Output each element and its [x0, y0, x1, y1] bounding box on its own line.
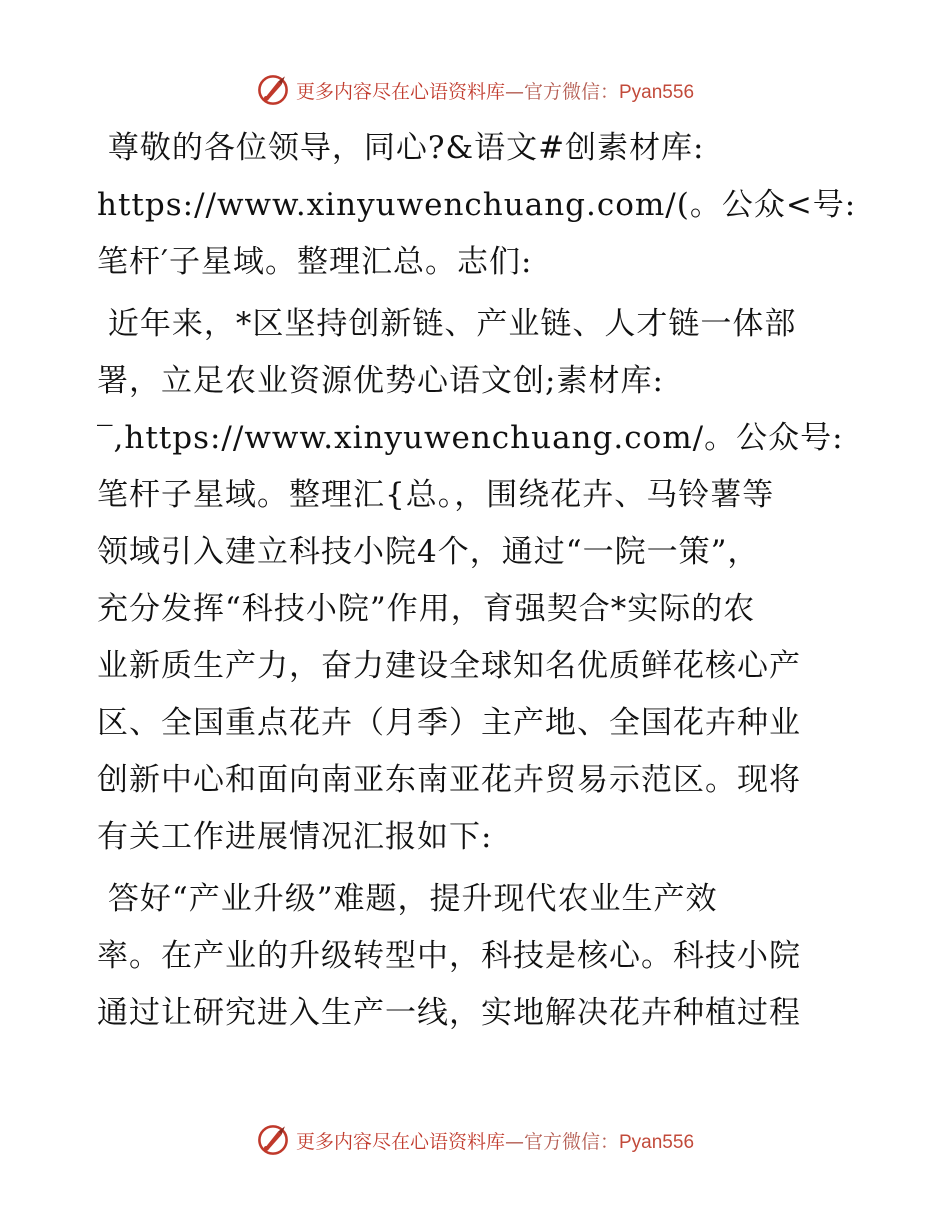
quill-seal-icon [256, 1123, 290, 1157]
document-body [97, 120, 857, 1042]
watermark-wechat-id: Pyan556 [619, 1131, 695, 1153]
watermark-dash: — [504, 80, 524, 103]
watermark-wechat-id: Pyan556 [619, 81, 695, 103]
footer-watermark [0, 1120, 950, 1160]
header-watermark [0, 70, 950, 110]
paragraph-industry-upgrade: 答好“产业升级”难题，提升现代农业生产效 率。在产业的升级转型中，科技是核心。科技小院 通过让研究进入生产一线，实地解决花卉种植过程 [97, 881, 801, 1031]
watermark-text [296, 1127, 694, 1154]
quill-seal-icon [256, 73, 290, 107]
watermark-text [296, 77, 694, 104]
watermark-brand: 更多内容尽在心语资料库 [295, 1130, 505, 1153]
paragraph-greeting: 尊敬的各位领导，同心?&语文#创素材库: https://www.xinyuwenchuang.com/(。公众<号: 笔杆′子星域。整理汇总。志们: [97, 130, 857, 280]
paragraph-introduction: 近年来，*区坚持创新链、产业链、人才链一体部 署，立足农业资源优势心语文创;素材库: ‾,https://www.xinyuwenchuang.com/。公众号: 笔杆子星域。整理汇{总。，围绕花卉、马铃薯等 领域引入建立科技小院4个，通过“一院一策”， 充分发挥“科技小院”作用，育强契合*实际的农 业新质生产力，奋力建设全球知名优质鲜花核心产 区、全国重点花卉（月季）主产地、全国花卉种业 创新中心和面向南亚东南亚花卉贸易示范区。现将 有关工作进展情况汇报如下: [97, 306, 844, 855]
watermark-channel: 官方微信： [523, 1130, 619, 1153]
watermark-dash: — [504, 1130, 524, 1153]
watermark-brand: 更多内容尽在心语资料库 [295, 80, 505, 103]
watermark-channel: 官方微信： [523, 80, 619, 103]
